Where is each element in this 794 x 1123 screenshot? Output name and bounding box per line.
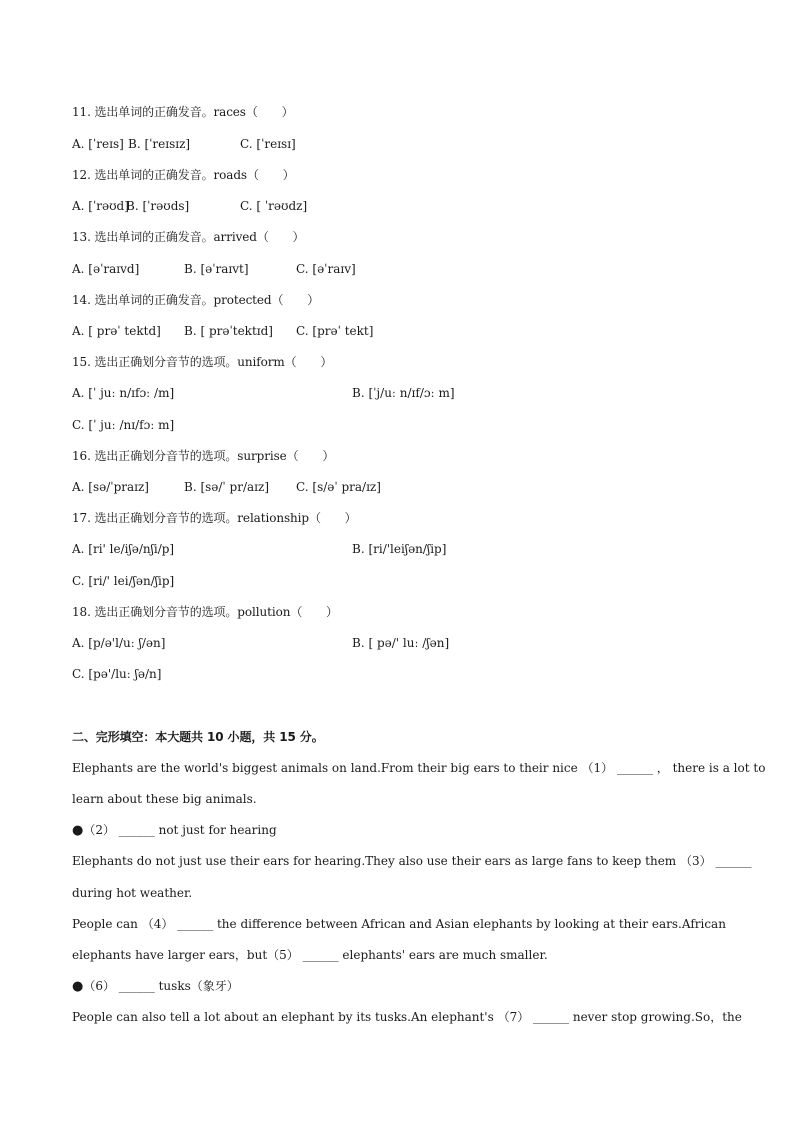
bullet-icon: ● bbox=[72, 979, 84, 994]
question-11-option-c: C. [ˈreɪsɪ] bbox=[240, 137, 296, 151]
question-15-option-b: B. [ˈj/uː n/ɪf/ɔː m] bbox=[352, 386, 455, 400]
question-18-stem: 18. 选出正确划分音节的选项。pollution（ ） bbox=[72, 605, 338, 619]
question-13-option-a: A. [əˈraɪvd] bbox=[72, 262, 140, 276]
section-2-title: 二、完形填空：本大题共 10 小题，共 15 分。 bbox=[72, 730, 324, 744]
question-18-option-c: C. [pə'/luː ʃə/n] bbox=[72, 667, 162, 681]
question-17-stem: 17. 选出正确划分音节的选项。relationship（ ） bbox=[72, 511, 357, 525]
question-16-option-c: C. [s/əˈ pra/ɪz] bbox=[296, 480, 381, 494]
passage-line-1: Elephants are the world's biggest animals on land.From their big ears to their nice （1） ______ ， there is a lot to bbox=[72, 761, 766, 775]
passage-line-5: during hot weather. bbox=[72, 886, 193, 900]
question-16-option-a: A. [sə/ˈpraɪz] bbox=[72, 480, 149, 494]
question-14-stem: 14. 选出单词的正确发音。protected（ ） bbox=[72, 293, 320, 307]
bullet-icon: ● bbox=[72, 823, 84, 838]
passage-line-6: People can （4） ______ the difference between African and Asian elephants by looking at their ears.African bbox=[72, 917, 726, 931]
question-14-option-b: B. [ prəˈtektɪd] bbox=[184, 324, 273, 338]
question-15-stem: 15. 选出正确划分音节的选项。uniform（ ） bbox=[72, 355, 333, 369]
question-17-option-a: A. [ri' le/iʃə/nʃi/p] bbox=[72, 542, 175, 556]
question-12-option-a: A. [ˈrəʊd] bbox=[72, 199, 129, 213]
passage-heading-2-text: （2） ______ not just for hearing bbox=[83, 823, 277, 837]
question-11-option-b: B. [ˈreɪsɪz] bbox=[128, 137, 191, 151]
question-11-option-a: A. [ˈreɪs] bbox=[72, 137, 124, 151]
question-13-option-b: B. [əˈraɪvt] bbox=[184, 262, 249, 276]
passage-line-2: learn about these big animals. bbox=[72, 792, 257, 806]
question-14-option-a: A. [ prəˈ tektd] bbox=[72, 324, 161, 338]
question-11-stem: 11. 选出单词的正确发音。races（ ） bbox=[72, 105, 294, 119]
passage-heading-6 bbox=[72, 978, 720, 995]
question-12-stem: 12. 选出单词的正确发音。roads（ ） bbox=[72, 168, 295, 182]
passage-heading-2 bbox=[72, 822, 720, 839]
passage-heading-6-text: （6） ______ tusks（象牙） bbox=[83, 979, 239, 993]
passage-line-7: elephants have larger ears，but（5） ______ elephants' ears are much smaller. bbox=[72, 948, 548, 962]
question-14-option-c: C. [prəˈ tekt] bbox=[296, 324, 374, 338]
question-12-option-b: B. [ˈrəʊds] bbox=[126, 199, 190, 213]
question-13-option-c: C. [əˈraɪv] bbox=[296, 262, 356, 276]
question-17-option-c: C. [ri/' lei/ʃən/ʃip] bbox=[72, 574, 175, 588]
question-17-option-b: B. [ri/'leiʃən/ʃip] bbox=[352, 542, 447, 556]
question-16-option-b: B. [sə/ˈ pr/aɪz] bbox=[184, 480, 270, 494]
question-16-stem: 16. 选出正确划分音节的选项。surprise（ ） bbox=[72, 449, 335, 463]
question-18-option-b: B. [ pə/' luː /ʃən] bbox=[352, 636, 450, 650]
passage-line-9: People can also tell a lot about an elephant by its tusks.An elephant's （7） ______ never stop growing.So，the bbox=[72, 1010, 742, 1024]
question-15-option-a: A. [ˈ juː n/ɪfɔː /m] bbox=[72, 386, 175, 400]
question-13-stem: 13. 选出单词的正确发音。arrived（ ） bbox=[72, 230, 305, 244]
passage-line-4: Elephants do not just use their ears for hearing.They also use their ears as large fans to keep them （3） ______ bbox=[72, 854, 752, 868]
question-15-option-c: C. [ˈ juː /nɪ/fɔː m] bbox=[72, 418, 175, 432]
question-12-option-c: C. [ ˈrəʊdz] bbox=[240, 199, 308, 213]
question-18-option-a: A. [p/ə'l/uː ʃ/ən] bbox=[72, 636, 166, 650]
